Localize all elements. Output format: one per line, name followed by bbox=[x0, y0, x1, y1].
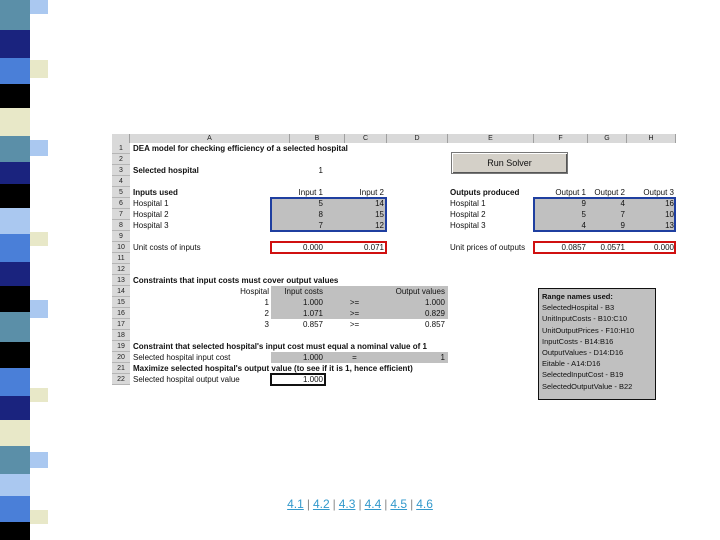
constraint-hospital[interactable]: 2 bbox=[264, 309, 269, 318]
constraint-value[interactable]: 1.000 bbox=[424, 298, 445, 307]
nav-separator: | bbox=[358, 497, 362, 511]
hospital-name[interactable]: Hospital 2 bbox=[133, 210, 169, 219]
constraint-value[interactable]: 0.857 bbox=[424, 320, 445, 329]
maximize-title[interactable]: Maximize selected hospital's output value (to see if it is 1, hence efficient) bbox=[133, 364, 413, 373]
spreadsheet[interactable] bbox=[112, 134, 676, 408]
hospital-col-header[interactable]: Hospital bbox=[240, 287, 269, 296]
nominal-value-cell[interactable]: 1 bbox=[440, 353, 445, 362]
range-name-item: UnitInputCosts - B10:C10 bbox=[542, 314, 628, 324]
col-header-d[interactable]: D bbox=[387, 134, 448, 143]
row-header[interactable]: 2 bbox=[112, 154, 130, 165]
row-header[interactable]: 14 bbox=[112, 286, 130, 297]
nav-link-4-4[interactable]: 4.4 bbox=[364, 497, 382, 511]
range-name-item: OutputValues - D14:D16 bbox=[542, 348, 624, 358]
hospital-name[interactable]: Hospital 3 bbox=[133, 221, 169, 230]
hospital-name[interactable]: Hospital 3 bbox=[450, 221, 486, 230]
constraint-value[interactable]: 0.829 bbox=[424, 309, 445, 318]
range-name-item: Eitable - A14:D16 bbox=[542, 359, 601, 369]
nav-link-4-6[interactable]: 4.6 bbox=[416, 497, 433, 511]
input-value[interactable]: 15 bbox=[375, 210, 384, 219]
col-header-h[interactable]: H bbox=[627, 134, 676, 143]
output-values-header[interactable]: Output values bbox=[395, 287, 445, 296]
input-value[interactable]: 14 bbox=[375, 199, 384, 208]
output-value[interactable]: 9 bbox=[620, 221, 625, 230]
row-header[interactable]: 17 bbox=[112, 319, 130, 330]
output-value[interactable]: 7 bbox=[620, 210, 625, 219]
row-header[interactable]: 3 bbox=[112, 165, 130, 176]
output-value[interactable]: 9 bbox=[581, 199, 586, 208]
selected-output-value-cell[interactable]: 1.000 bbox=[302, 375, 323, 384]
row-header[interactable]: 19 bbox=[112, 341, 130, 352]
selected-hospital-label[interactable]: Selected hospital bbox=[133, 166, 199, 175]
row-header[interactable]: 20 bbox=[112, 352, 130, 363]
inputs-used-label[interactable]: Inputs used bbox=[133, 188, 178, 197]
output-value[interactable]: 13 bbox=[665, 221, 674, 230]
hospital-name[interactable]: Hospital 1 bbox=[450, 199, 486, 208]
constraint-hospital[interactable]: 1 bbox=[264, 298, 269, 307]
unit-cost-cell[interactable]: 0.071 bbox=[363, 243, 384, 252]
nav-separator: | bbox=[332, 497, 336, 511]
constraint-op[interactable]: >= bbox=[349, 309, 360, 318]
row-header[interactable]: 15 bbox=[112, 297, 130, 308]
output2-header[interactable]: Output 2 bbox=[594, 188, 625, 197]
col-header-b[interactable]: B bbox=[290, 134, 345, 143]
range-names-title: Range names used: bbox=[542, 292, 613, 301]
output-value[interactable]: 5 bbox=[581, 210, 586, 219]
row-header[interactable]: 1 bbox=[112, 143, 130, 154]
row-header[interactable]: 6 bbox=[112, 198, 130, 209]
output1-header[interactable]: Output 1 bbox=[555, 188, 586, 197]
section-nav bbox=[0, 497, 720, 511]
constraint-cost[interactable]: 1.071 bbox=[302, 309, 323, 318]
constraint-hospital[interactable]: 3 bbox=[264, 320, 269, 329]
nav-link-4-1[interactable]: 4.1 bbox=[287, 497, 304, 511]
run-solver-button[interactable]: Run Solver bbox=[451, 152, 568, 174]
inputs-range-border bbox=[270, 197, 387, 232]
constraints-title[interactable]: Constraints that input costs must cover output values bbox=[133, 276, 339, 285]
unit-cost-cell[interactable]: 0.000 bbox=[302, 243, 323, 252]
selected-output-label[interactable]: Selected hospital output value bbox=[133, 375, 240, 384]
row-header[interactable]: 12 bbox=[112, 264, 130, 275]
row-header[interactable]: 18 bbox=[112, 330, 130, 341]
nav-link-4-3[interactable]: 4.3 bbox=[338, 497, 356, 511]
range-name-item: InputCosts - B14:B16 bbox=[542, 336, 614, 346]
col-header-e[interactable]: E bbox=[448, 134, 534, 143]
unit-prices-range-border bbox=[533, 241, 676, 254]
nominal-constraint-title[interactable]: Constraint that selected hospital's input cost must equal a nominal value of 1 bbox=[133, 342, 427, 351]
unit-price-cell[interactable]: 0.0571 bbox=[600, 243, 625, 252]
unit-price-cell[interactable]: 0.000 bbox=[653, 243, 674, 252]
range-names-box[interactable] bbox=[538, 288, 656, 400]
input2-header[interactable]: Input 2 bbox=[359, 188, 384, 197]
input-value[interactable]: 12 bbox=[375, 221, 384, 230]
input-value[interactable]: 7 bbox=[318, 221, 323, 230]
row-header[interactable]: 11 bbox=[112, 253, 130, 264]
output-value[interactable]: 16 bbox=[665, 199, 674, 208]
col-header-g[interactable]: G bbox=[588, 134, 627, 143]
constraint-op[interactable]: >= bbox=[349, 320, 360, 329]
decorative-stripe bbox=[0, 0, 30, 540]
unit-price-cell[interactable]: 0.0857 bbox=[561, 243, 586, 252]
output-value[interactable]: 4 bbox=[581, 221, 586, 230]
range-name-item: UnitOutputPrices - F10:H10 bbox=[542, 325, 635, 335]
constraint-cost[interactable]: 1.000 bbox=[302, 298, 323, 307]
input1-header[interactable]: Input 1 bbox=[298, 188, 323, 197]
row-header[interactable]: 9 bbox=[112, 231, 130, 242]
nav-separator: | bbox=[306, 497, 310, 511]
hospital-name[interactable]: Hospital 2 bbox=[450, 210, 486, 219]
row-header[interactable]: 10 bbox=[112, 242, 130, 253]
selected-hospital-cell[interactable]: 1 bbox=[318, 166, 323, 175]
row-header[interactable]: 7 bbox=[112, 209, 130, 220]
nav-separator: | bbox=[410, 497, 414, 511]
col-header-c[interactable]: C bbox=[345, 134, 387, 143]
col-header-f[interactable]: F bbox=[534, 134, 588, 143]
input-costs-header[interactable]: Input costs bbox=[284, 287, 323, 296]
constraint-cost[interactable]: 0.857 bbox=[302, 320, 323, 329]
input-value[interactable]: 5 bbox=[318, 199, 323, 208]
equals-sign[interactable]: = bbox=[352, 353, 357, 362]
input-value[interactable]: 8 bbox=[318, 210, 323, 219]
row-header[interactable]: 13 bbox=[112, 275, 130, 286]
output-value[interactable]: 10 bbox=[665, 210, 674, 219]
selected-input-cost-cell[interactable]: 1.000 bbox=[302, 353, 323, 362]
row-header[interactable]: 16 bbox=[112, 308, 130, 319]
unit-prices-label[interactable]: Unit prices of outputs bbox=[450, 243, 526, 252]
row-header[interactable]: 8 bbox=[112, 220, 130, 231]
output-value[interactable]: 4 bbox=[620, 199, 625, 208]
sheet-title[interactable]: DEA model for checking efficiency of a selected hospital bbox=[133, 144, 348, 153]
row-header[interactable]: 4 bbox=[112, 176, 130, 187]
output3-header[interactable]: Output 3 bbox=[643, 188, 674, 197]
nav-link-4-2[interactable]: 4.2 bbox=[312, 497, 330, 511]
range-name-item: SelectedInputCost - B19 bbox=[542, 370, 624, 380]
outputs-range-border bbox=[533, 197, 676, 232]
constraint-op[interactable]: >= bbox=[349, 298, 360, 307]
col-header-a[interactable]: A bbox=[130, 134, 290, 143]
column-headers bbox=[112, 134, 676, 143]
objective-cell-border bbox=[270, 373, 326, 386]
nav-link-4-5[interactable]: 4.5 bbox=[390, 497, 408, 511]
range-name-item: SelectedHospital - B3 bbox=[542, 303, 615, 313]
row-header[interactable]: 5 bbox=[112, 187, 130, 198]
unit-costs-range-border bbox=[270, 241, 387, 254]
outputs-produced-label[interactable]: Outputs produced bbox=[450, 188, 520, 197]
unit-costs-label[interactable]: Unit costs of inputs bbox=[133, 243, 201, 252]
selected-input-cost-label[interactable]: Selected hospital input cost bbox=[133, 353, 231, 362]
row-header[interactable]: 22 bbox=[112, 374, 130, 385]
row-header[interactable]: 21 bbox=[112, 363, 130, 374]
range-name-item: SelectedOutputValue - B22 bbox=[542, 381, 633, 391]
nav-separator: | bbox=[384, 497, 388, 511]
hospital-name[interactable]: Hospital 1 bbox=[133, 199, 169, 208]
